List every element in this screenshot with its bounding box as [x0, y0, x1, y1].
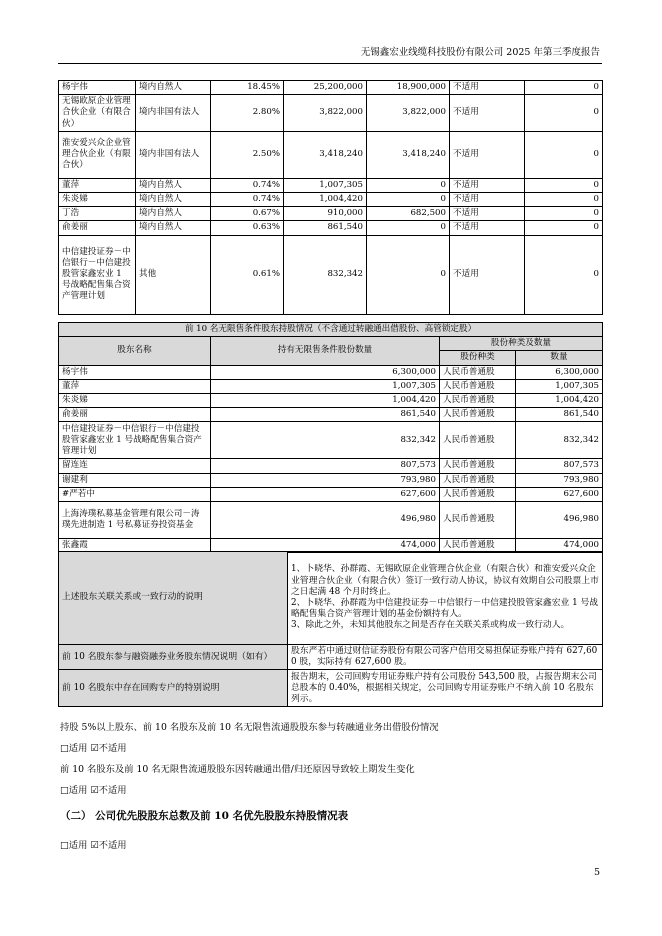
holder-ratio: 2.80%: [211, 95, 284, 132]
holder-ratio: 0.61%: [211, 235, 284, 314]
holder-row: [59, 95, 603, 132]
unrestricted-row: [59, 502, 603, 539]
holder-restricted-shares: 0: [367, 193, 450, 207]
holder-row: [59, 235, 603, 314]
holder-name: 董萍: [59, 178, 136, 192]
share-kind-qty: 861,540: [516, 408, 603, 422]
unrestricted-qty: 807,573: [211, 459, 440, 473]
unrestricted-holder-name: 朱炎娣: [59, 394, 211, 408]
holder-restricted-shares: 3,822,000: [367, 95, 450, 132]
unrestricted-row: [59, 408, 603, 422]
holder-pledge-qty: 0: [525, 178, 603, 192]
col-header-class: 股份种类及数量: [440, 337, 603, 351]
share-kind-qty: 1,007,305: [516, 379, 603, 393]
holder-row: [59, 131, 603, 178]
holder-pledge-qty: 0: [525, 193, 603, 207]
securities-lending-note: 持股 5%以上股东、前 10 名股东及前 10 名无限售流通股股东参与转融通业务出借股份情况: [60, 722, 439, 733]
holder-type: 境内自然人: [136, 207, 211, 221]
holder-shares: 832,342: [284, 235, 367, 314]
holder-restricted-shares: 0: [367, 221, 450, 235]
unrestricted-qty: 861,540: [211, 408, 440, 422]
col-header-name: 股东名称: [59, 337, 211, 365]
lending-change-note: 前 10 名股东及前 10 名无限售流通股股东因转融通出借/归还原因导致较上期发生变化: [60, 764, 415, 775]
holder-type: 境内非国有法人: [136, 95, 211, 132]
holder-shares: 861,540: [284, 221, 367, 235]
holder-shares: 3,418,240: [284, 131, 367, 178]
holder-restricted-shares: 682,500: [367, 207, 450, 221]
holder-pledge-status: 不适用: [450, 207, 525, 221]
share-kind-qty: 496,980: [516, 502, 603, 539]
holder-ratio: 0.67%: [211, 207, 284, 221]
note-label: 上述股东关联关系或一致行动的说明: [59, 552, 288, 645]
note-text: 1、卜晓华、孙群霞、无锡欧原企业管理合伙企业（有限合伙）和淮安爱兴众企业管理合伙企业（有限合伙）签订一致行动人协议，协议有效期自公司股票上市之日起满 48 个月时终止。 2、卜晓华、孙群霞为中信建投证券－中信银行－中信建投股管家鑫宏业 1 号战略配售集合资产管理计划的基金份额持有人。 3、除此之外，未知其他股东之间是否存在关联关系或构成一致行动人。: [288, 552, 603, 645]
holder-pledge-status: 不适用: [450, 235, 525, 314]
unrestricted-holder-name: 上海涛璞私募基金管理有限公司－涛璞先进制造 1 号私募证券投资基金: [59, 502, 211, 539]
col-header-qty: 持有无限售条件股份数量: [211, 337, 440, 365]
holder-pledge-status: 不适用: [450, 81, 525, 95]
unrestricted-row: [59, 473, 603, 487]
unrestricted-row: [59, 394, 603, 408]
holder-name: 中信建投证券－中信银行－中信建投股管家鑫宏业 1 号战略配售集合资产管理计划: [59, 235, 136, 314]
checkbox-applicable-2: □适用 ☑不适用: [60, 785, 127, 796]
unrestricted-section-title: 前 10 名无限售条件股东持股情况（不含通过转融通出借股份、高管锁定股）: [59, 323, 603, 337]
notes-table: [58, 551, 603, 707]
checkbox-applicable-1: □适用 ☑不适用: [60, 743, 127, 754]
holder-pledge-qty: 0: [525, 221, 603, 235]
share-kind: 人民币普通股: [440, 422, 516, 459]
note-text: 报告期末，公司回购专用证券账户持有公司股份 543,500 股，占报告期末公司总股本的 0.40%，根据相关规定，公司回购专用证券账户不纳入前 10 名股东列示。: [288, 670, 603, 707]
holder-pledge-status: 不适用: [450, 95, 525, 132]
holder-row: [59, 221, 603, 235]
unrestricted-holder-name: 俞姜丽: [59, 408, 211, 422]
unrestricted-qty: 1,004,420: [211, 394, 440, 408]
share-kind: 人民币普通股: [440, 379, 516, 393]
share-kind-qty: 832,342: [516, 422, 603, 459]
unrestricted-qty: 793,980: [211, 473, 440, 487]
holder-pledge-status: 不适用: [450, 178, 525, 192]
holder-pledge-qty: 0: [525, 131, 603, 178]
unrestricted-holder-name: 谢建利: [59, 473, 211, 487]
holder-type: 境内自然人: [136, 193, 211, 207]
unrestricted-row: [59, 379, 603, 393]
share-kind: 人民币普通股: [440, 408, 516, 422]
note-row: [59, 552, 603, 645]
share-kind: 人民币普通股: [440, 539, 516, 553]
checkbox-applicable-3: □适用 ☑不适用: [60, 840, 127, 851]
holder-ratio: 0.74%: [211, 193, 284, 207]
holder-name: 杨宇伟: [59, 81, 136, 95]
col-header-class-qty: 数量: [516, 351, 603, 365]
share-kind-qty: 474,000: [516, 539, 603, 553]
holder-pledge-qty: 0: [525, 81, 603, 95]
unrestricted-qty: 496,980: [211, 502, 440, 539]
holder-shares: 1,004,420: [284, 193, 367, 207]
holder-row: [59, 207, 603, 221]
holder-restricted-shares: 3,418,240: [367, 131, 450, 178]
share-kind: 人民币普通股: [440, 394, 516, 408]
holder-shares: 3,822,000: [284, 95, 367, 132]
holder-row: [59, 81, 603, 95]
share-kind: 人民币普通股: [440, 473, 516, 487]
holder-ratio: 0.74%: [211, 178, 284, 192]
holder-name: 无锡欧原企业管理合伙企业（有限合伙）: [59, 95, 136, 132]
share-kind-qty: 1,004,420: [516, 394, 603, 408]
unrestricted-qty: 1,007,305: [211, 379, 440, 393]
holder-type: 境内自然人: [136, 221, 211, 235]
header-divider: [58, 63, 602, 64]
holder-type: 其他: [136, 235, 211, 314]
holder-shares: 910,000: [284, 207, 367, 221]
holder-ratio: 2.50%: [211, 131, 284, 178]
holder-pledge-qty: 0: [525, 207, 603, 221]
share-kind-qty: 6,300,000: [516, 365, 603, 379]
unrestricted-holder-name: #严若中: [59, 487, 211, 501]
unrestricted-holder-name: 董萍: [59, 379, 211, 393]
note-row: [59, 645, 603, 670]
holder-shares: 1,007,305: [284, 178, 367, 192]
unrestricted-qty: 474,000: [211, 539, 440, 553]
top10-unrestricted-table: [58, 322, 603, 553]
unrestricted-holder-name: 中信建投证券－中信银行－中信建投股管家鑫宏业 1 号战略配售集合资产管理计划: [59, 422, 211, 459]
holder-name: 淮安爱兴众企业管理合伙企业（有限合伙）: [59, 131, 136, 178]
unrestricted-qty: 627,600: [211, 487, 440, 501]
report-header-title: 无锡鑫宏业线缆科技股份有限公司 2025 年第三季度报告: [360, 47, 600, 58]
section-preferred-shareholders-title: （二） 公司优先股股东总数及前 10 名优先股股东持股情况表: [60, 810, 349, 822]
share-kind-qty: 627,600: [516, 487, 603, 501]
unrestricted-row: [59, 422, 603, 459]
holder-type: 境内非国有法人: [136, 131, 211, 178]
unrestricted-qty: 6,300,000: [211, 365, 440, 379]
unrestricted-holder-name: 留连连: [59, 459, 211, 473]
holder-pledge-status: 不适用: [450, 193, 525, 207]
share-kind: 人民币普通股: [440, 502, 516, 539]
top10-shareholders-table: [58, 80, 603, 315]
holder-name: 朱炎娣: [59, 193, 136, 207]
holder-ratio: 0.63%: [211, 221, 284, 235]
holder-ratio: 18.45%: [211, 81, 284, 95]
holder-row: [59, 178, 603, 192]
holder-type: 境内自然人: [136, 81, 211, 95]
holder-pledge-status: 不适用: [450, 131, 525, 178]
holder-type: 境内自然人: [136, 178, 211, 192]
share-kind-qty: 793,980: [516, 473, 603, 487]
share-kind: 人民币普通股: [440, 459, 516, 473]
holder-row: [59, 193, 603, 207]
note-label: 前 10 名股东参与融资融券业务股东情况说明（如有）: [59, 645, 288, 670]
holder-restricted-shares: 0: [367, 178, 450, 192]
note-label: 前 10 名股东中存在回购专户的特别说明: [59, 670, 288, 707]
unrestricted-holder-name: 杨宇伟: [59, 365, 211, 379]
unrestricted-row: [59, 365, 603, 379]
page-number: 5: [594, 867, 601, 878]
unrestricted-row: [59, 459, 603, 473]
share-kind-qty: 807,573: [516, 459, 603, 473]
holder-pledge-qty: 0: [525, 235, 603, 314]
holder-name: 丁浩: [59, 207, 136, 221]
note-row: [59, 670, 603, 707]
holder-restricted-shares: 0: [367, 235, 450, 314]
note-text: 股东严若中通过财信证券股份有限公司客户信用交易担保证券账户持有 627,600 股，实际持有 627,600 股。: [288, 645, 603, 670]
unrestricted-qty: 832,342: [211, 422, 440, 459]
holder-restricted-shares: 18,900,000: [367, 81, 450, 95]
holder-name: 俞姜丽: [59, 221, 136, 235]
unrestricted-row: [59, 487, 603, 501]
holder-pledge-qty: 0: [525, 95, 603, 132]
share-kind: 人民币普通股: [440, 365, 516, 379]
col-header-class-type: 股份种类: [440, 351, 516, 365]
holder-pledge-status: 不适用: [450, 221, 525, 235]
unrestricted-holder-name: 张鑫霞: [59, 539, 211, 553]
holder-shares: 25,200,000: [284, 81, 367, 95]
share-kind: 人民币普通股: [440, 487, 516, 501]
